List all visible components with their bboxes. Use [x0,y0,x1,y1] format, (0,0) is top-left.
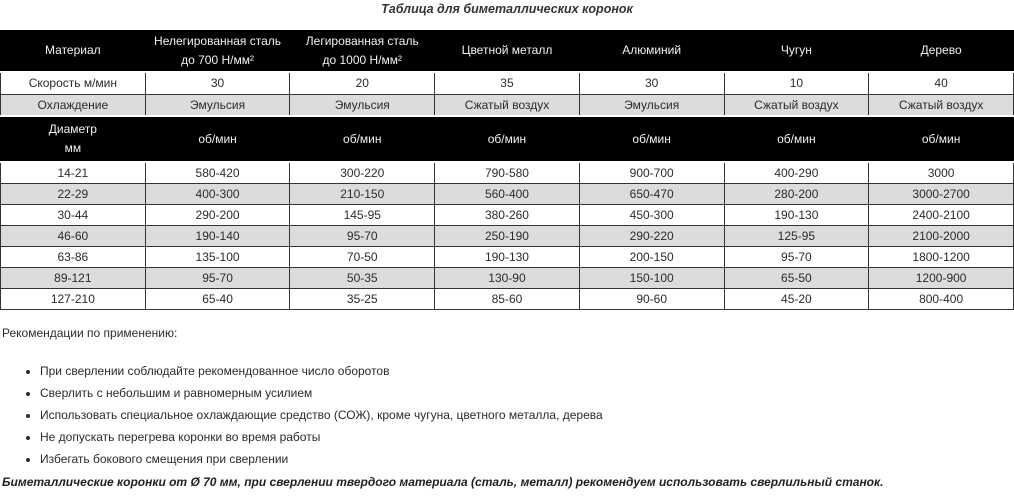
table-cell: 450-300 [579,204,724,225]
footnote: Биметаллические коронки от Ø 70 мм, при сверлении твердого материала (сталь, металл) рекомендуем использовать сверлильный станок. [2,474,884,489]
diameter-unit-label: мм [64,141,82,155]
table-cell: 125-95 [724,225,869,246]
table-row [1,162,1014,183]
table-cell: 200-150 [579,246,724,267]
table-cell: 135-100 [145,246,290,267]
column-header-wood [869,29,1014,72]
table-row [1,204,1014,225]
table-cell: 250-190 [435,225,580,246]
table-cell: 95-70 [724,246,869,267]
column-header-alloyed-steel [290,29,435,72]
table-cell: 65-50 [724,267,869,288]
table-cell: 40 [869,72,1014,94]
table-cell: 400-290 [724,162,869,183]
table-cell: 290-220 [579,225,724,246]
column-header-sublabel: до 1000 Н/мм² [322,52,403,67]
table-cell: 3000 [869,162,1014,183]
table-cell: 2100-2000 [869,225,1014,246]
list-item: • Избегать бокового смещения при сверлении [40,452,1014,467]
table-cell: 3000-2700 [869,183,1014,204]
table-cell: Сжатый воздух [724,94,869,116]
table-cell: Эмульсия [579,94,724,116]
diameter-label: Диаметр [48,122,97,136]
row-label: Скорость м/мин [1,72,146,94]
table-cell: 190-140 [145,225,290,246]
column-header-label: Материал [45,43,101,57]
table-cell: 900-700 [579,162,724,183]
table-cell: 45-20 [724,288,869,309]
table-cell: 1200-900 [869,267,1014,288]
diameter-cell: 63-86 [1,246,146,267]
table-cell: Эмульсия [290,94,435,116]
table-cell: 130-90 [435,267,580,288]
diameter-cell: 14-21 [1,162,146,183]
table-cell: 90-60 [579,288,724,309]
column-header-unalloyed-steel [145,29,290,72]
column-header-label: Дерево [920,43,962,57]
rpm-unit-cell: об/мин [145,116,290,162]
table-cell: 580-420 [145,162,290,183]
diameter-cell: 30-44 [1,204,146,225]
recommendations-list [0,364,1014,467]
rpm-unit-cell: об/мин [579,116,724,162]
column-header-cast-iron [724,29,869,72]
table-cell: Сжатый воздух [869,94,1014,116]
list-item: • Сверлить с небольшим и равномерным усилием [40,386,1014,401]
table-row [1,267,1014,288]
table-cell: Эмульсия [145,94,290,116]
table-cell: 560-400 [435,183,580,204]
table-cell: 800-400 [869,288,1014,309]
table-cell: 30 [579,72,724,94]
rpm-unit-cell: об/мин [724,116,869,162]
rpm-unit-cell: об/мин [869,116,1014,162]
diameter-cell: 89-121 [1,267,146,288]
column-header-material [1,29,146,72]
table-row [1,183,1014,204]
table-cell: 145-95 [290,204,435,225]
table-row [1,246,1014,267]
diameter-cell: 46-60 [1,225,146,246]
table-cell: 10 [724,72,869,94]
page-title: Таблица для биметаллических коронок [381,2,633,16]
column-header-nonferrous-metal [435,29,580,72]
table-cell: 35-25 [290,288,435,309]
table-cell: 50-35 [290,267,435,288]
column-header-label: Легированная сталь [305,33,419,48]
table-cell: 790-580 [435,162,580,183]
table-cell: 95-70 [145,267,290,288]
column-header-label: Цветной металл [461,43,553,57]
rpm-unit-cell: об/мин [290,116,435,162]
column-header-aluminium [579,29,724,72]
table-cell: 85-60 [435,288,580,309]
table-cell: 400-300 [145,183,290,204]
diameter-cell: 22-29 [1,183,146,204]
row-label: Охлаждение [1,94,146,116]
column-header-label: Нелегированная сталь [154,33,282,48]
diameter-header-row [1,116,1014,162]
table-cell: 150-100 [579,267,724,288]
diameter-header-cell [1,116,146,162]
table-cell: 280-200 [724,183,869,204]
table-cell: 210-150 [290,183,435,204]
table-cell: 190-130 [724,204,869,225]
table-cell: 20 [290,72,435,94]
table-cell: 290-200 [145,204,290,225]
table-cell: 95-70 [290,225,435,246]
cooling-row [1,94,1014,116]
table-cell: 65-40 [145,288,290,309]
table-cell: 300-220 [290,162,435,183]
table-cell: Сжатый воздух [435,94,580,116]
materials-header-row [1,29,1014,72]
table-cell: 2400-2100 [869,204,1014,225]
column-header-sublabel: до 700 Н/мм² [181,52,254,67]
column-header-label: Алюминий [622,43,682,57]
table-cell: 70-50 [290,246,435,267]
diameter-cell: 127-210 [1,288,146,309]
list-item: • Использовать специальное охлаждающие средство (СОЖ), кроме чугуна, цветного металла, дерева [40,408,1014,423]
rpm-unit-cell: об/мин [435,116,580,162]
table-cell: 1800-1200 [869,246,1014,267]
list-item: • При сверлении соблюдайте рекомендованное число оборотов [40,364,1014,379]
table-row [1,288,1014,309]
list-item: • Не допускать перегрева коронки во время работы [40,430,1014,445]
bimetal-crowns-table [0,28,1014,310]
recommendations-heading: Рекомендации по применению: [2,325,178,340]
table-cell: 30 [145,72,290,94]
table-cell: 380-260 [435,204,580,225]
table-cell: 35 [435,72,580,94]
table-cell: 190-130 [435,246,580,267]
speed-row [1,72,1014,94]
table-row [1,225,1014,246]
column-header-label: Чугун [780,43,812,57]
table-cell: 650-470 [579,183,724,204]
